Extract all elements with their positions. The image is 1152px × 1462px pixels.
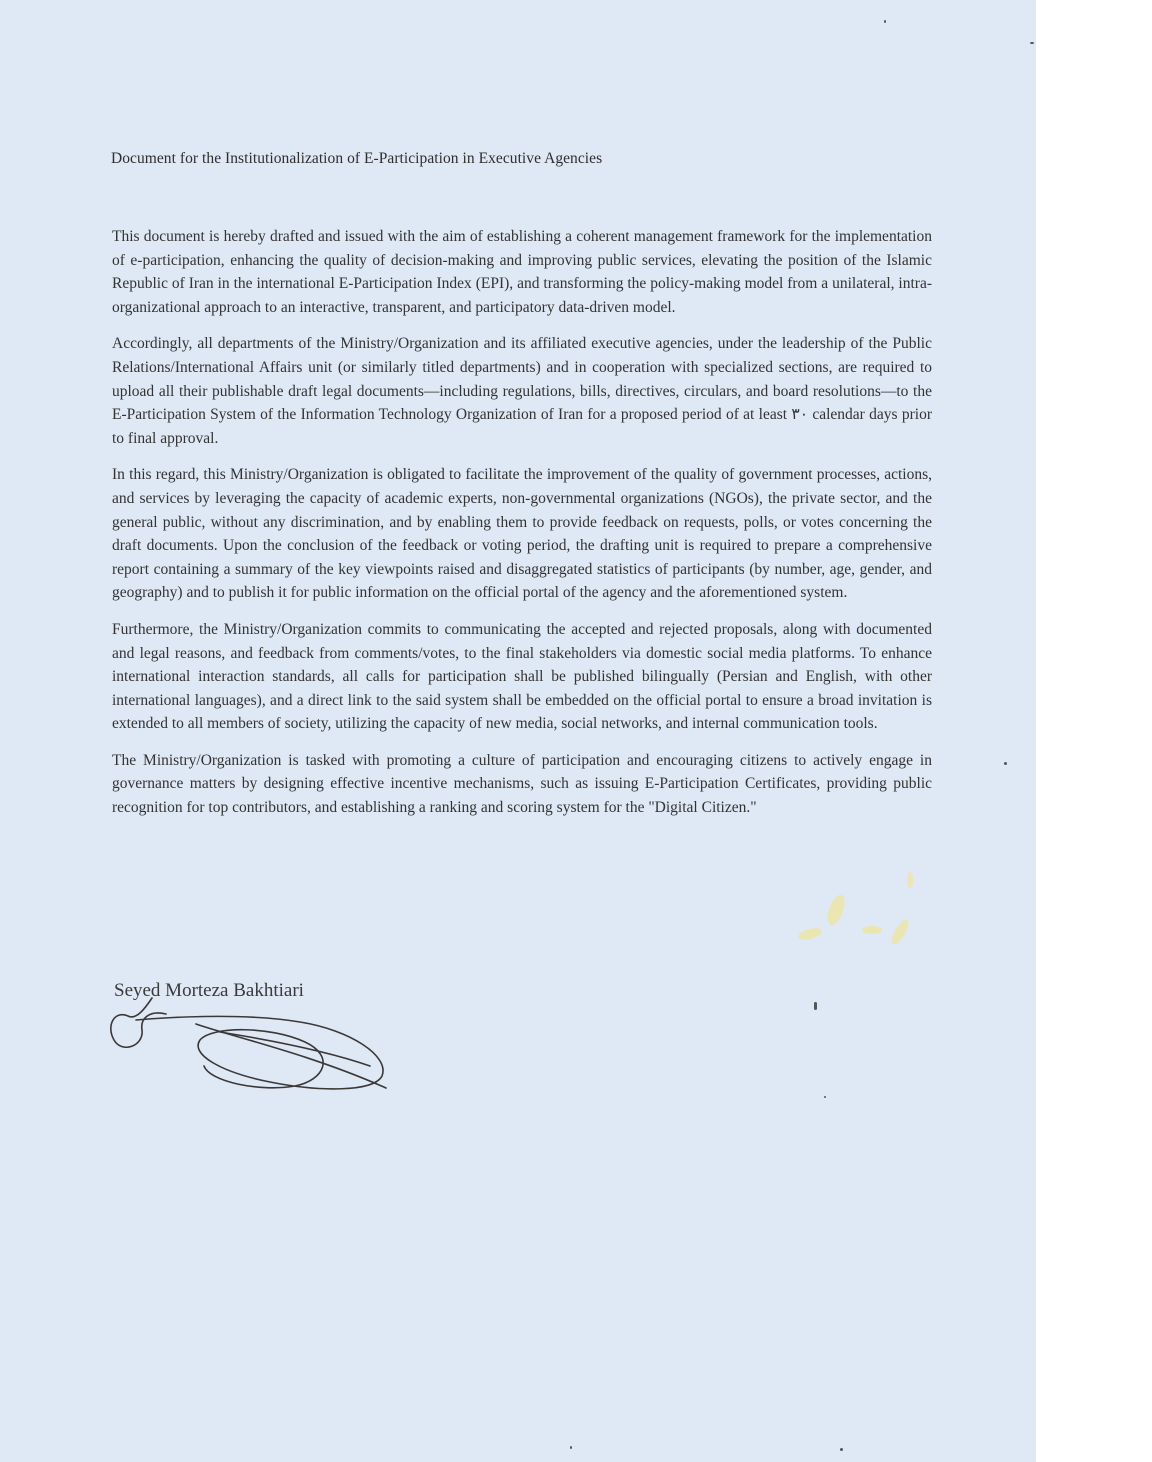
scan-speck [814,1002,817,1010]
document-body [112,225,932,833]
paragraph-upload-requirement: Accordingly, all departments of the Ministry/Organization and its affiliated executive agencies, under the leadership of the Public Relations/International Affairs unit (or similarly titled departments) and in cooperation with specialized sections, are required to upload all their publishable draft legal documents—including regulations, bills, directives, circulars, and board resolutions—to the E-Participation System of the Information Technology Organization of Iran for a proposed period of at least ۳۰ calendar days prior to final approval. [112,335,932,447]
scan-speck [840,1448,843,1451]
scan-speck [570,1446,572,1449]
scan-speck [1030,42,1034,44]
signer-name: Seyed Morteza Bakhtiari [114,980,304,1001]
paragraph-purpose: This document is hereby drafted and issued with the aim of establishing a coherent management framework for the implementation of e-participation, enhancing the quality of decision-making and improving public services, elevating the position of the Islamic Republic of Iran in the international E-Participation Index (EPI), and transforming the policy-making model from a unilateral, intra-organizational approach to an interactive, transparent, and participatory data-driven model. [112,228,932,316]
paragraph-feedback-obligation: In this regard, this Ministry/Organization is obligated to facilitate the improvement of the quality of government processes, actions, and services by leveraging the capacity of academic experts, non-governmental organizations (NGOs), the private sector, and the general public, without any discrimination, and by enabling them to provide feedback on requests, polls, or votes concerning the draft documents. Upon the conclusion of the feedback or voting period, the drafting unit is required to prepare a comprehensive report containing a summary of the key viewpoints raised and disaggregated statistics of participants (by number, age, gender, and geography) and to publish it for public information on the official portal of the agency and the aforementioned system. [112,466,932,602]
paragraph-participation-culture: The Ministry/Organization is tasked with promoting a culture of participation and encouraging citizens to actively engage in governance matters by designing effective incentive mechanisms, such as issuing E-Participation Certificates, providing public recognition for top contributors, and establishing a ranking and scoring system for the "Digital Citizen." [112,751,932,817]
scan-speck [884,20,886,23]
document-title: Document for the Institutionalization of E-Participation in Executive Agencies [111,150,603,167]
ink-stain-icon [788,870,928,960]
scan-speck [824,1096,826,1098]
paragraph-communication-commitment: Furthermore, the Ministry/Organization commits to communicating the accepted and rejected proposals, along with documented and legal reasons, and feedback from comments/votes, to the final stakeholders via domestic social media platforms. To enhance international interaction standards, all calls for participation shall be published bilingually (Persian and English, with other international languages), and a direct link to the said system shall be embedded on the official portal to ensure a broad invitation is extended to all members of society, utilizing the capacity of new media, social networks, and internal communication tools. [112,620,932,733]
scan-speck [1004,762,1007,765]
handwritten-signature-icon [100,996,400,1106]
